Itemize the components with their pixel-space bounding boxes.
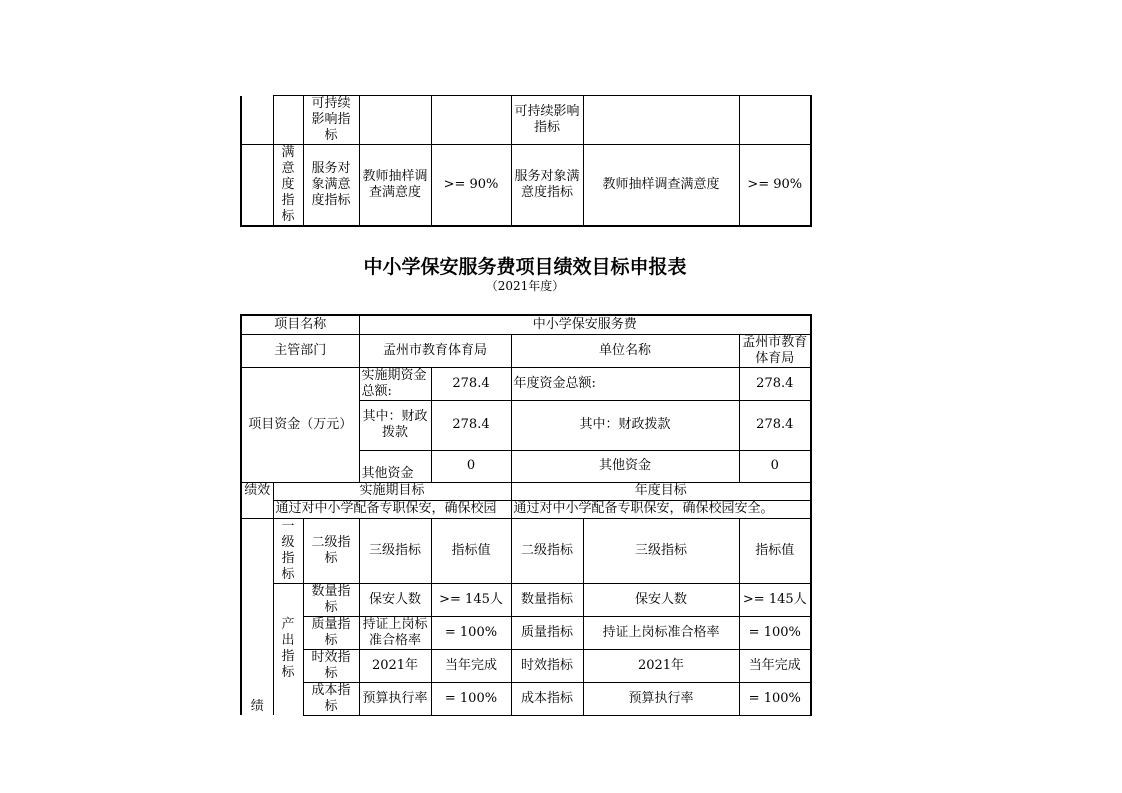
header-level1: 一级指标 <box>273 518 303 583</box>
unit-value: 孟州市教育体育局 <box>739 334 811 367</box>
year-other-label: 其他资金 <box>511 450 739 482</box>
impl-total-label: 实施期资金总额: <box>359 367 431 400</box>
row-l3: 保安人数 <box>359 583 431 616</box>
top-level1-cell <box>273 96 303 145</box>
row-r2: 成本指标 <box>511 682 583 715</box>
impl-total-value: 278.4 <box>431 367 511 400</box>
row-rval: 当年完成 <box>739 649 811 682</box>
row-l2: 时效指标 <box>303 649 359 682</box>
row-r3: 2021年 <box>583 649 739 682</box>
row-val: = 100% <box>431 682 511 715</box>
funds-label: 项目资金（万元） <box>241 367 359 482</box>
header-level3: 三级指标 <box>359 518 431 583</box>
project-name-value: 中小学保安服务费 <box>359 315 811 334</box>
row-r2: 时效指标 <box>511 649 583 682</box>
top-side-cell-2 <box>241 145 273 227</box>
row-val: >= 145人 <box>431 583 511 616</box>
year-goal-text: 通过对中小学配备专职保安，确保校园安全。 <box>511 500 811 518</box>
header-r-value: 指标值 <box>739 518 811 583</box>
year-fiscal-value: 278.4 <box>739 400 811 450</box>
row-l3: 预算执行率 <box>359 682 431 715</box>
impl-fiscal-value: 278.4 <box>431 400 511 450</box>
cell-satisfaction-l1: 满意度指标 <box>273 145 303 227</box>
header-level2: 二级指标 <box>303 518 359 583</box>
impl-goal-text: 通过对中小学配备专职保安，确保校园 <box>273 500 511 518</box>
cell-satisfaction-rval: >= 90% <box>739 145 811 227</box>
year-total-label: 年度资金总额: <box>511 367 739 400</box>
cell-satisfaction-val: >= 90% <box>431 145 511 227</box>
project-name-label: 项目名称 <box>241 315 359 334</box>
output-indicator-label: 产出指标 <box>273 583 303 715</box>
top-performance-table <box>240 95 812 227</box>
row-r2: 数量指标 <box>511 583 583 616</box>
dept-label: 主管部门 <box>241 334 359 367</box>
cell-satisfaction-l3: 教师抽样调查满意度 <box>359 145 431 227</box>
page-title: 中小学保安服务费项目绩效目标申报表 <box>363 256 687 278</box>
impl-fiscal-label: 其中：财政拨款 <box>359 400 431 450</box>
cell-sustain-val <box>431 96 511 145</box>
row-rval: = 100% <box>739 616 811 649</box>
cell-sustain-r3 <box>583 96 739 145</box>
cell-satisfaction-r2: 服务对象满意度指标 <box>511 145 583 227</box>
year-other-value: 0 <box>739 450 811 482</box>
row-l3: 持证上岗标准合格率 <box>359 616 431 649</box>
row-r3: 预算执行率 <box>583 682 739 715</box>
top-side-cell <box>241 96 273 145</box>
row-r2: 质量指标 <box>511 616 583 649</box>
impl-other-value: 0 <box>431 450 511 482</box>
indicator-side-label: 绩 <box>241 518 273 715</box>
row-rval: = 100% <box>739 682 811 715</box>
cell-sustain-l2: 可持续影响指标 <box>303 96 359 145</box>
main-performance-table <box>240 314 812 716</box>
row-r3: 保安人数 <box>583 583 739 616</box>
goal-side-label: 绩效 <box>241 482 273 518</box>
row-l3: 2021年 <box>359 649 431 682</box>
unit-label: 单位名称 <box>511 334 739 367</box>
cell-sustain-l3 <box>359 96 431 145</box>
page-subtitle: （2021年度） <box>485 279 565 293</box>
dept-value: 孟州市教育体育局 <box>359 334 511 367</box>
year-fiscal-label: 其中：财政拨款 <box>511 400 739 450</box>
header-r-level3: 三级指标 <box>583 518 739 583</box>
row-l2: 成本指标 <box>303 682 359 715</box>
header-value: 指标值 <box>431 518 511 583</box>
row-l2: 数量指标 <box>303 583 359 616</box>
row-l2: 质量指标 <box>303 616 359 649</box>
row-val: = 100% <box>431 616 511 649</box>
header-r-level2: 二级指标 <box>511 518 583 583</box>
year-goal-label: 年度目标 <box>511 482 811 500</box>
year-total-value: 278.4 <box>739 367 811 400</box>
row-val: 当年完成 <box>431 649 511 682</box>
row-rval: >= 145人 <box>739 583 811 616</box>
row-r3: 持证上岗标准合格率 <box>583 616 739 649</box>
cell-sustain-r2: 可持续影响指标 <box>511 96 583 145</box>
cell-satisfaction-r3: 教师抽样调查满意度 <box>583 145 739 227</box>
cell-sustain-rval <box>739 96 811 145</box>
cell-satisfaction-l2: 服务对象满意度指标 <box>303 145 359 227</box>
impl-goal-label: 实施期目标 <box>273 482 511 500</box>
impl-other-label: 其他资金 <box>359 450 431 482</box>
